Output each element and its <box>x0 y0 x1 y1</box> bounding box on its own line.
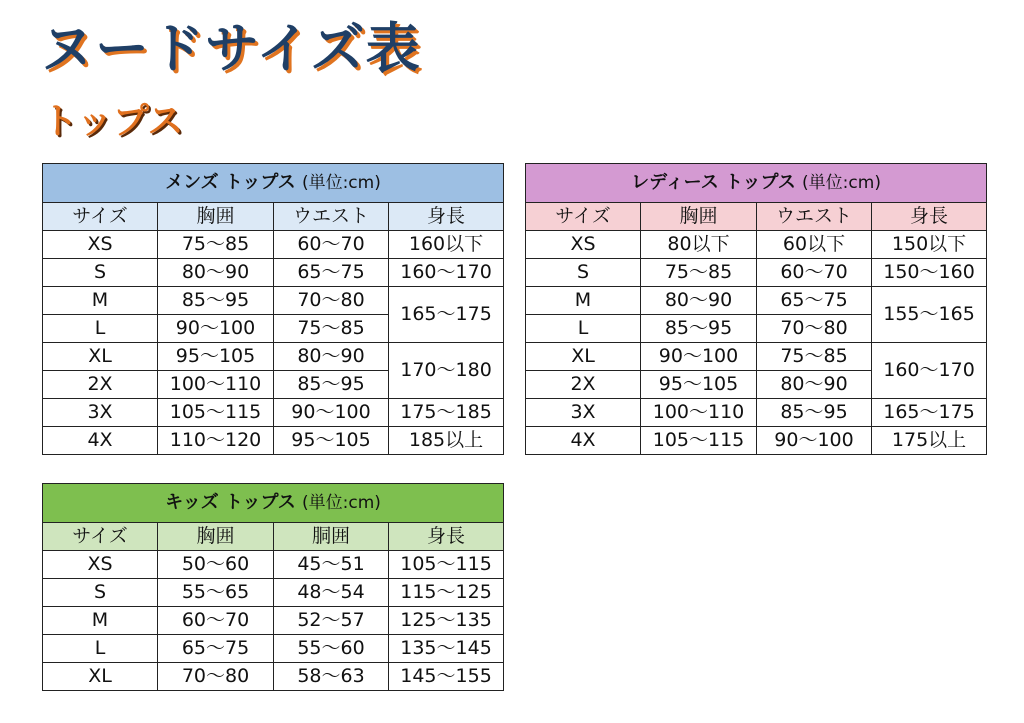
table-cell: 150〜160 <box>872 259 987 287</box>
table-cell: XL <box>43 343 158 371</box>
table-caption <box>526 164 987 203</box>
table-cell: 155〜165 <box>872 287 987 343</box>
table-row <box>43 663 504 691</box>
table-cell: 160〜170 <box>872 343 987 399</box>
table-cell: 175〜185 <box>389 399 504 427</box>
table-cell: XS <box>43 551 158 579</box>
table-row <box>526 343 987 371</box>
table-caption <box>43 164 504 203</box>
table-cell: 80〜90 <box>757 371 872 399</box>
table-cell: XL <box>43 663 158 691</box>
table-cell: 115〜125 <box>389 579 504 607</box>
table-cell: 45〜51 <box>274 551 389 579</box>
table-cell: 160以下 <box>389 231 504 259</box>
table-cell: 95〜105 <box>641 371 757 399</box>
kids-tops-table <box>42 483 504 691</box>
table-row <box>43 427 504 455</box>
table-row <box>43 343 504 371</box>
table-header-row <box>43 523 504 551</box>
table-row <box>526 259 987 287</box>
table-caption-row <box>43 164 504 203</box>
table-caption-row <box>526 164 987 203</box>
column-header: サイズ <box>43 523 158 551</box>
caption-label: メンズ トップス <box>165 172 296 193</box>
column-header: 胸囲 <box>158 203 274 231</box>
table-row <box>43 259 504 287</box>
table-row <box>526 287 987 315</box>
column-header: 身長 <box>872 203 987 231</box>
table-caption-row <box>43 484 504 523</box>
table-cell: 150以下 <box>872 231 987 259</box>
table-cell: 95〜105 <box>158 343 274 371</box>
page-subtitle: トップス <box>42 101 184 142</box>
table-header-row <box>43 203 504 231</box>
table-cell: L <box>43 635 158 663</box>
table-cell: 70〜80 <box>274 287 389 315</box>
mens-tops-table <box>42 163 504 455</box>
table-cell: S <box>43 259 158 287</box>
table-cell: 90〜100 <box>158 315 274 343</box>
column-header: ウエスト <box>757 203 872 231</box>
table-cell: 75〜85 <box>757 343 872 371</box>
table-row <box>43 399 504 427</box>
table-cell: 85〜95 <box>158 287 274 315</box>
table-cell: 55〜65 <box>158 579 274 607</box>
column-header: ウエスト <box>274 203 389 231</box>
table-cell: 2X <box>526 371 641 399</box>
table-row <box>43 607 504 635</box>
table-cell: L <box>43 315 158 343</box>
table-cell: 60以下 <box>757 231 872 259</box>
table-cell: 100〜110 <box>641 399 757 427</box>
table-row <box>43 635 504 663</box>
table-cell: 85〜95 <box>274 371 389 399</box>
table-cell: 170〜180 <box>389 343 504 399</box>
column-header: 胴囲 <box>274 523 389 551</box>
caption-unit: (単位:cm) <box>301 173 381 193</box>
table-cell: 3X <box>43 399 158 427</box>
table-cell: 65〜75 <box>274 259 389 287</box>
table-cell: 60〜70 <box>757 259 872 287</box>
page-title: ヌードサイズ表 <box>40 17 421 80</box>
column-header: サイズ <box>43 203 158 231</box>
ladies-tops-table <box>525 163 987 455</box>
table-cell: 70〜80 <box>757 315 872 343</box>
table-cell: 80〜90 <box>158 259 274 287</box>
table-cell: 52〜57 <box>274 607 389 635</box>
table-cell: 50〜60 <box>158 551 274 579</box>
table-cell: 48〜54 <box>274 579 389 607</box>
table-cell: 90〜100 <box>757 427 872 455</box>
table-row <box>43 287 504 315</box>
table-row <box>526 427 987 455</box>
table-cell: 65〜75 <box>757 287 872 315</box>
table-caption <box>43 484 504 523</box>
table-cell: 75〜85 <box>158 231 274 259</box>
table-cell: 80〜90 <box>641 287 757 315</box>
table-cell: 135〜145 <box>389 635 504 663</box>
table-cell: 3X <box>526 399 641 427</box>
table-cell: 75〜85 <box>274 315 389 343</box>
column-header: 身長 <box>389 523 504 551</box>
table-cell: 160〜170 <box>389 259 504 287</box>
table-cell: 2X <box>43 371 158 399</box>
table-cell: 175以上 <box>872 427 987 455</box>
table-cell: 4X <box>43 427 158 455</box>
table-cell: XS <box>526 231 641 259</box>
table-cell: 145〜155 <box>389 663 504 691</box>
caption-label: キッズ トップス <box>165 492 296 513</box>
table-cell: XS <box>43 231 158 259</box>
table-row <box>43 579 504 607</box>
table-row <box>526 399 987 427</box>
table-cell: S <box>43 579 158 607</box>
table-cell: 80〜90 <box>274 343 389 371</box>
table-cell: 100〜110 <box>158 371 274 399</box>
table-cell: 90〜100 <box>641 343 757 371</box>
table-cell: 55〜60 <box>274 635 389 663</box>
table-row <box>43 551 504 579</box>
table-header-row <box>526 203 987 231</box>
table-row <box>43 231 504 259</box>
column-header: サイズ <box>526 203 641 231</box>
table-cell: 105〜115 <box>158 399 274 427</box>
table-cell: 75〜85 <box>641 259 757 287</box>
column-header: 身長 <box>389 203 504 231</box>
table-row <box>526 231 987 259</box>
column-header: 胸囲 <box>158 523 274 551</box>
table-cell: 60〜70 <box>274 231 389 259</box>
table-cell: 85〜95 <box>641 315 757 343</box>
table-cell: 165〜175 <box>872 399 987 427</box>
table-cell: XL <box>526 343 641 371</box>
table-cell: 4X <box>526 427 641 455</box>
table-cell: 70〜80 <box>158 663 274 691</box>
table-cell: 90〜100 <box>274 399 389 427</box>
table-cell: 105〜115 <box>641 427 757 455</box>
caption-unit: (単位:cm) <box>802 173 881 193</box>
table-cell: M <box>43 607 158 635</box>
table-cell: 125〜135 <box>389 607 504 635</box>
table-cell: S <box>526 259 641 287</box>
table-cell: 110〜120 <box>158 427 274 455</box>
table-cell: 80以下 <box>641 231 757 259</box>
table-cell: 85〜95 <box>757 399 872 427</box>
table-cell: 65〜75 <box>158 635 274 663</box>
table-cell: L <box>526 315 641 343</box>
table-cell: 58〜63 <box>274 663 389 691</box>
table-cell: 95〜105 <box>274 427 389 455</box>
table-cell: M <box>526 287 641 315</box>
table-cell: 105〜115 <box>389 551 504 579</box>
table-cell: 185以上 <box>389 427 504 455</box>
caption-label: レディース トップス <box>631 172 796 193</box>
caption-unit: (単位:cm) <box>302 493 381 513</box>
table-cell: 60〜70 <box>158 607 274 635</box>
table-cell: 165〜175 <box>389 287 504 343</box>
column-header: 胸囲 <box>641 203 757 231</box>
table-cell: M <box>43 287 158 315</box>
